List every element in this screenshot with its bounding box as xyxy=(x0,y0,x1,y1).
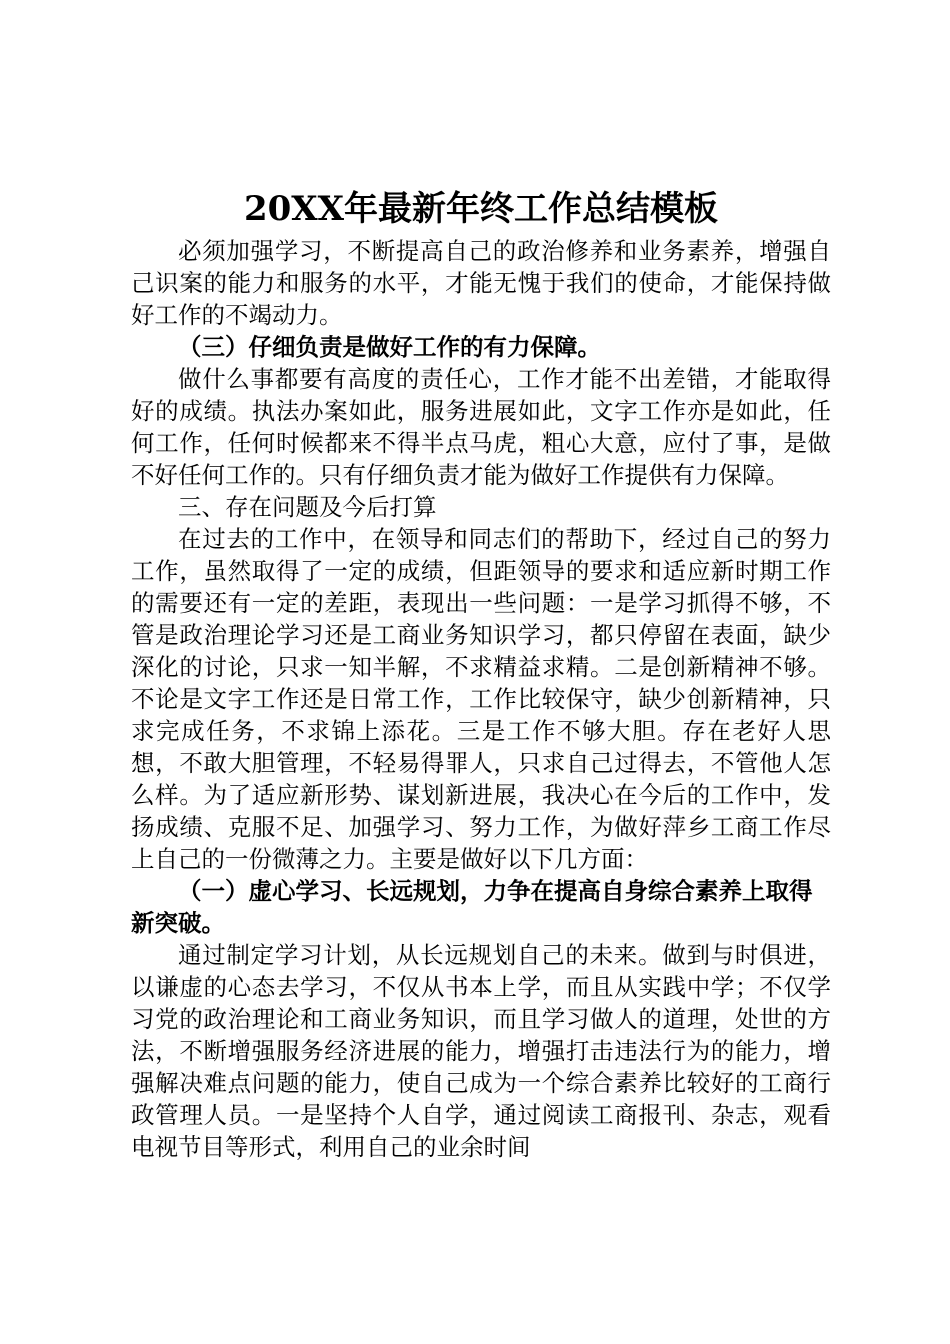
paragraph: 必须加强学习，不断提高自己的政治修养和业务素养，增强自己识案的能力和服务的水平，才能无愧于我们的使命，才能保持做好工作的不竭动力。 xyxy=(131,237,831,329)
paragraph: 通过制定学习计划，从长远规划自己的未来。做到与时俱进，以谦虚的心态去学习，不仅从书本上学，而且从实践中学；不仅学习党的政治理论和工商业务知识，而且学习做人的道理，处世的方法，不断增强服务经济进展的能力，增强打击违法行为的能力，增强解决难点问题的能力，使自己成为一个综合素养比较好的工商行政管理人员。一是坚持个人自学，通过阅读工商报刊、杂志，观看电视节目等形式，利用自己的业余时间 xyxy=(131,941,831,1161)
document-page xyxy=(131,183,831,1163)
section-heading: （一）虚心学习、长远规划，力争在提高自身综合素养上取得新突破。 xyxy=(131,877,813,937)
section-heading: （三）仔细负责是做好工作的有力保障。 xyxy=(178,333,601,361)
paragraph: 做什么事都要有高度的责任心，工作才能不出差错，才能取得好的成绩。执法办案如此，服务进展如此，文字工作亦是如此，任何工作，任何时候都来不得半点马虎，粗心大意，应付了事，是做不好任何工作的。只有仔细负责才能为做好工作提供有力保障。 xyxy=(131,365,831,489)
document-title: 20XX年最新年终工作总结模板 xyxy=(243,189,719,229)
section-heading: 三、存在问题及今后打算 xyxy=(178,493,437,521)
paragraph: 在过去的工作中，在领导和同志们的帮助下，经过自己的努力工作，虽然取得了一定的成绩，但距领导的要求和适应新时期工作的需要还有一定的差距，表现出一些问题：一是学习抓得不够，不管是政治理论学习还是工商业务知识学习，都只停留在表面，缺少深化的讨论，只求一知半解，不求精益求精。二是创新精神不够。不论是文字工作还是日常工作，工作比较保守，缺少创新精神，只求完成任务，不求锦上添花。三是工作不够大胆。存在老好人思想，不敢大胆管理，不轻易得罪人，只求自己过得去，不管他人怎么样。为了适应新形势、谋划新进展，我决心在今后的工作中，发扬成绩、克服不足、加强学习、努力工作，为做好萍乡工商工作尽上自己的一份微薄之力。主要是做好以下几方面： xyxy=(131,525,831,873)
